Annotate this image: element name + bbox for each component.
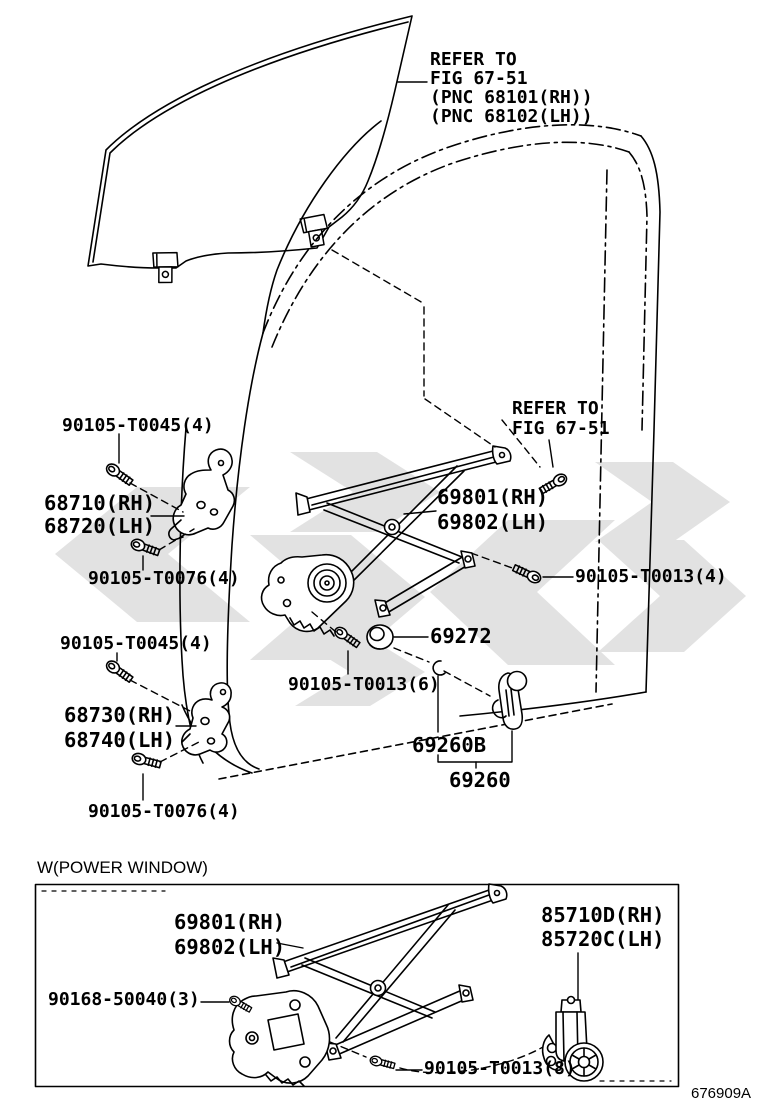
label-handle-bezel-69260b: 69260B [412, 733, 487, 757]
label-bolt-90105-t0076-upper: 90105-T0076(4) [88, 568, 240, 589]
refer-note-mid [512, 399, 610, 439]
refer-note-line: FIG 67-51 [512, 418, 610, 439]
label-pw-regulator [174, 910, 285, 960]
label-regulator-rh: 69801(RH) [437, 485, 549, 509]
crank-handle-drawing [493, 672, 527, 730]
refer-note-line: REFER TO [512, 398, 599, 419]
label-bolt-90105-t0013-6: 90105-T0013(6) [288, 674, 440, 695]
handle-clip-drawing [433, 661, 445, 675]
label-bolt-90105-t0013-4: 90105-T0013(4) [575, 566, 727, 587]
label-pw-regulator-rh: 69801(RH) [174, 910, 286, 934]
label-lower-hinge-lh: 68740(LH) [64, 728, 176, 752]
label-screw-90168-50040: 90168-50040(3) [48, 989, 200, 1010]
label-pw-regulator-lh: 69802(LH) [174, 935, 286, 959]
label-upper-hinge-lh: 68720(LH) [44, 514, 156, 538]
refer-note-top [430, 50, 593, 126]
label-handle-69260: 69260 [449, 768, 511, 792]
label-lower-hinge [64, 703, 175, 753]
label-upper-hinge-rh: 68710(RH) [44, 491, 156, 515]
label-bolt-90105-t0076-lower: 90105-T0076(4) [88, 801, 240, 822]
label-bolt-90105-t0045-upper: 90105-T0045(4) [62, 415, 214, 436]
grommet-drawing [367, 625, 393, 649]
label-pw-motor-lh: 85720C(LH) [541, 927, 665, 951]
label-main-regulator [437, 485, 548, 535]
label-grommet-69272: 69272 [430, 624, 492, 648]
label-lower-hinge-rh: 68730(RH) [64, 703, 176, 727]
label-upper-hinge [44, 492, 155, 538]
label-bolt-90105-t0045-lower: 90105-T0045(4) [60, 633, 212, 654]
refer-note-line: (PNC 68101(RH)) [430, 87, 593, 108]
refer-note-line: (PNC 68102(LH)) [430, 106, 593, 127]
label-pw-motor-rh: 85710D(RH) [541, 903, 665, 927]
doc-number: 676909A [691, 1085, 752, 1102]
label-pw-motor [541, 903, 664, 951]
label-regulator-lh: 69802(LH) [437, 510, 549, 534]
refer-note-line: REFER TO [430, 49, 517, 70]
refer-note-line: FIG 67-51 [430, 68, 528, 89]
door-glass-drawing [88, 16, 412, 284]
power-window-box-title: W(POWER WINDOW) [37, 858, 208, 877]
label-bolt-90105-t0013-8: 90105-T0013(8) [424, 1058, 576, 1079]
